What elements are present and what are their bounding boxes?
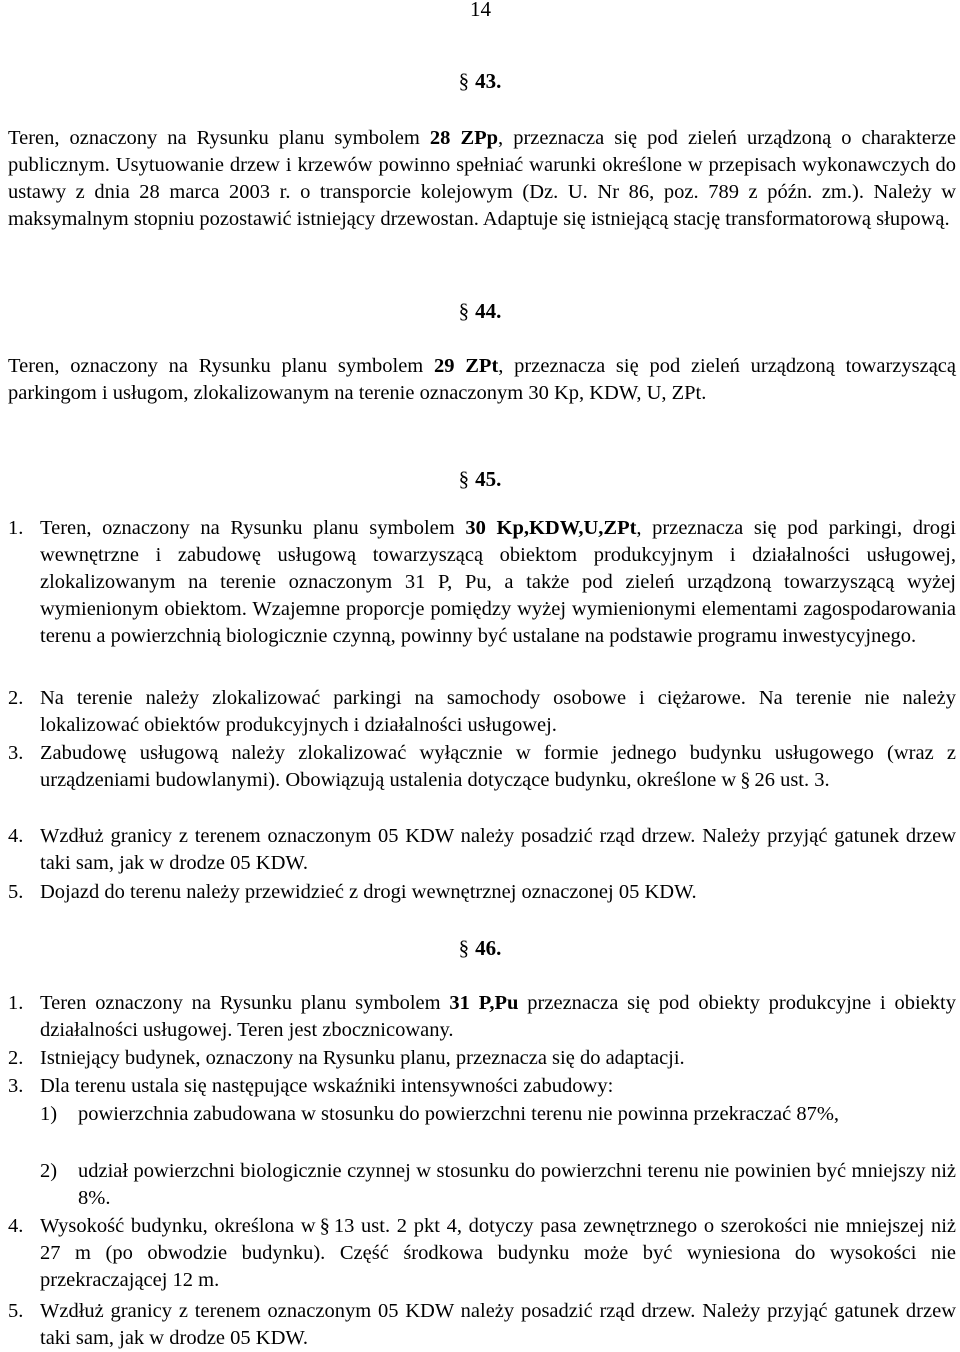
section-46-subitem-1: 1) powierzchnia zabudowana w stosunku do powierzchni terenu nie powinna przekraczać 87%, — [40, 1103, 840, 1125]
section-46-item-5: 5. Wzdłuż granicy z terenem oznaczonym 05 KDW należy posadzić rząd drzew. Należy przyjąć gatunek drzew taki sam, jak w drodze 05 KDW. — [8, 1300, 956, 1349]
section-45-item-5: 5. Dojazd do terenu należy przewidzieć z drogi wewnętrznej oznaczonej 05 KDW. — [8, 881, 697, 903]
section-46-item-3: 3. Dla terenu ustala się następujące wskaźniki intensywności zabudowy: — [8, 1075, 614, 1097]
section-44-title: § 44. — [458, 299, 502, 323]
section-sign: § — [458, 69, 470, 93]
zone-symbol: 31 P,Pu — [449, 992, 519, 1014]
zone-symbol: 30 Kp,KDW,U,ZPt — [465, 517, 637, 539]
zone-symbol: 28 ZPp — [429, 127, 499, 149]
section-sign: § — [458, 299, 470, 323]
section-sign: § — [458, 467, 470, 491]
section-46-subitem-2: 2) udział powierzchni biologicznie czynnej w stosunku do powierzchni terenu nie powinien być mniejszy niż 8%. — [40, 1160, 956, 1209]
section-45-item-1: 1. Teren, oznaczony na Rysunku planu symbolem 30 Kp,KDW,U,ZPt, przeznacza się pod parkingi, drogi wewnętrzne i zabudowę usługową towarzyszącą obiektom produkcyjnym i działalności usługowej, zlokalizowanym na terenie oznaczonym 31 P, Pu, a także pod zieleń urządzoną towarzyszącą wyżej wymienionym obiektom. Wzajemne proporcje pomiędzy wyżej wymienionymi elementami zagospodarowania terenu a powierzchnią biologicznie czynną, powinny być ustalane na podstawie programu inwestycyjnego. — [8, 517, 956, 647]
zone-symbol: 29 ZPt — [434, 355, 499, 377]
section-43-title: § 43. — [458, 69, 502, 93]
section-sign: § — [740, 769, 751, 791]
section-44-paragraph: Teren, oznaczony na Rysunku planu symbolem 29 ZPt, przeznacza się pod zieleń urządzoną towarzyszącą parkingom i usługom, zlokalizowanym na terenie oznaczonym 30 Kp, KDW, U, ZPt. — [8, 355, 956, 404]
section-46-item-1: 1. Teren oznaczony na Rysunku planu symbolem 31 P,Pu przeznacza się pod obiekty produkcyjne i obiekty działalności usługowej. Teren jest zbocznicowany. — [8, 992, 956, 1041]
page-number: 14 — [470, 0, 491, 21]
section-46-title: § 46. — [458, 936, 502, 960]
section-45-item-3: 3. Zabudowę usługową należy zlokalizować wyłącznie w formie jednego budynku usługowego (wraz z urządzeniami budowlanymi). Obowiązują ustalenia dotyczące budynku, określone w § 26 ust. 3. — [8, 742, 956, 791]
section-46-item-2: 2. Istniejący budynek, oznaczony na Rysunku planu, przeznacza się do adaptacji. — [8, 1047, 685, 1069]
section-46-item-4: 4. Wysokość budynku, określona w § 13 ust. 2 pkt 4, dotyczy pasa zewnętrznego o szerokości nie mniejszej niż 27 m (po obwodzie budynku). Część środkowa budynku może być wyniesiona do wysokości nie przekraczającej 12 m. — [8, 1215, 956, 1291]
section-sign: § — [458, 936, 470, 960]
section-45-title: § 45. — [458, 467, 502, 491]
section-43-paragraph: Teren, oznaczony na Rysunku planu symbolem 28 ZPp, przeznacza się pod zieleń urządzoną o charakterze publicznym. Usytuowanie drzew i krzewów powinno spełniać warunki określone w przepisach wykonawczych do ustawy z dnia 28 marca 2003 r. o transporcie kolejowym (Dz. U. Nr 86, poz. 789 z późn. zm.). Należy w maksymalnym stopniu pozostawić istniejący drzewostan. Adaptuje się istniejącą stację transformatorową słupową. — [8, 127, 956, 230]
section-45-item-4: 4. Wzdłuż granicy z terenem oznaczonym 05 KDW należy posadzić rząd drzew. Należy przyjąć gatunek drzew taki sam, jak w drodze 05 KDW. — [8, 825, 956, 874]
section-45-item-2: 2. Na terenie należy zlokalizować parkingi na samochody osobowe i ciężarowe. Na terenie nie należy lokalizować obiektów produkcyjnych i działalności usługowej. — [8, 687, 956, 736]
section-sign: § — [319, 1215, 330, 1237]
